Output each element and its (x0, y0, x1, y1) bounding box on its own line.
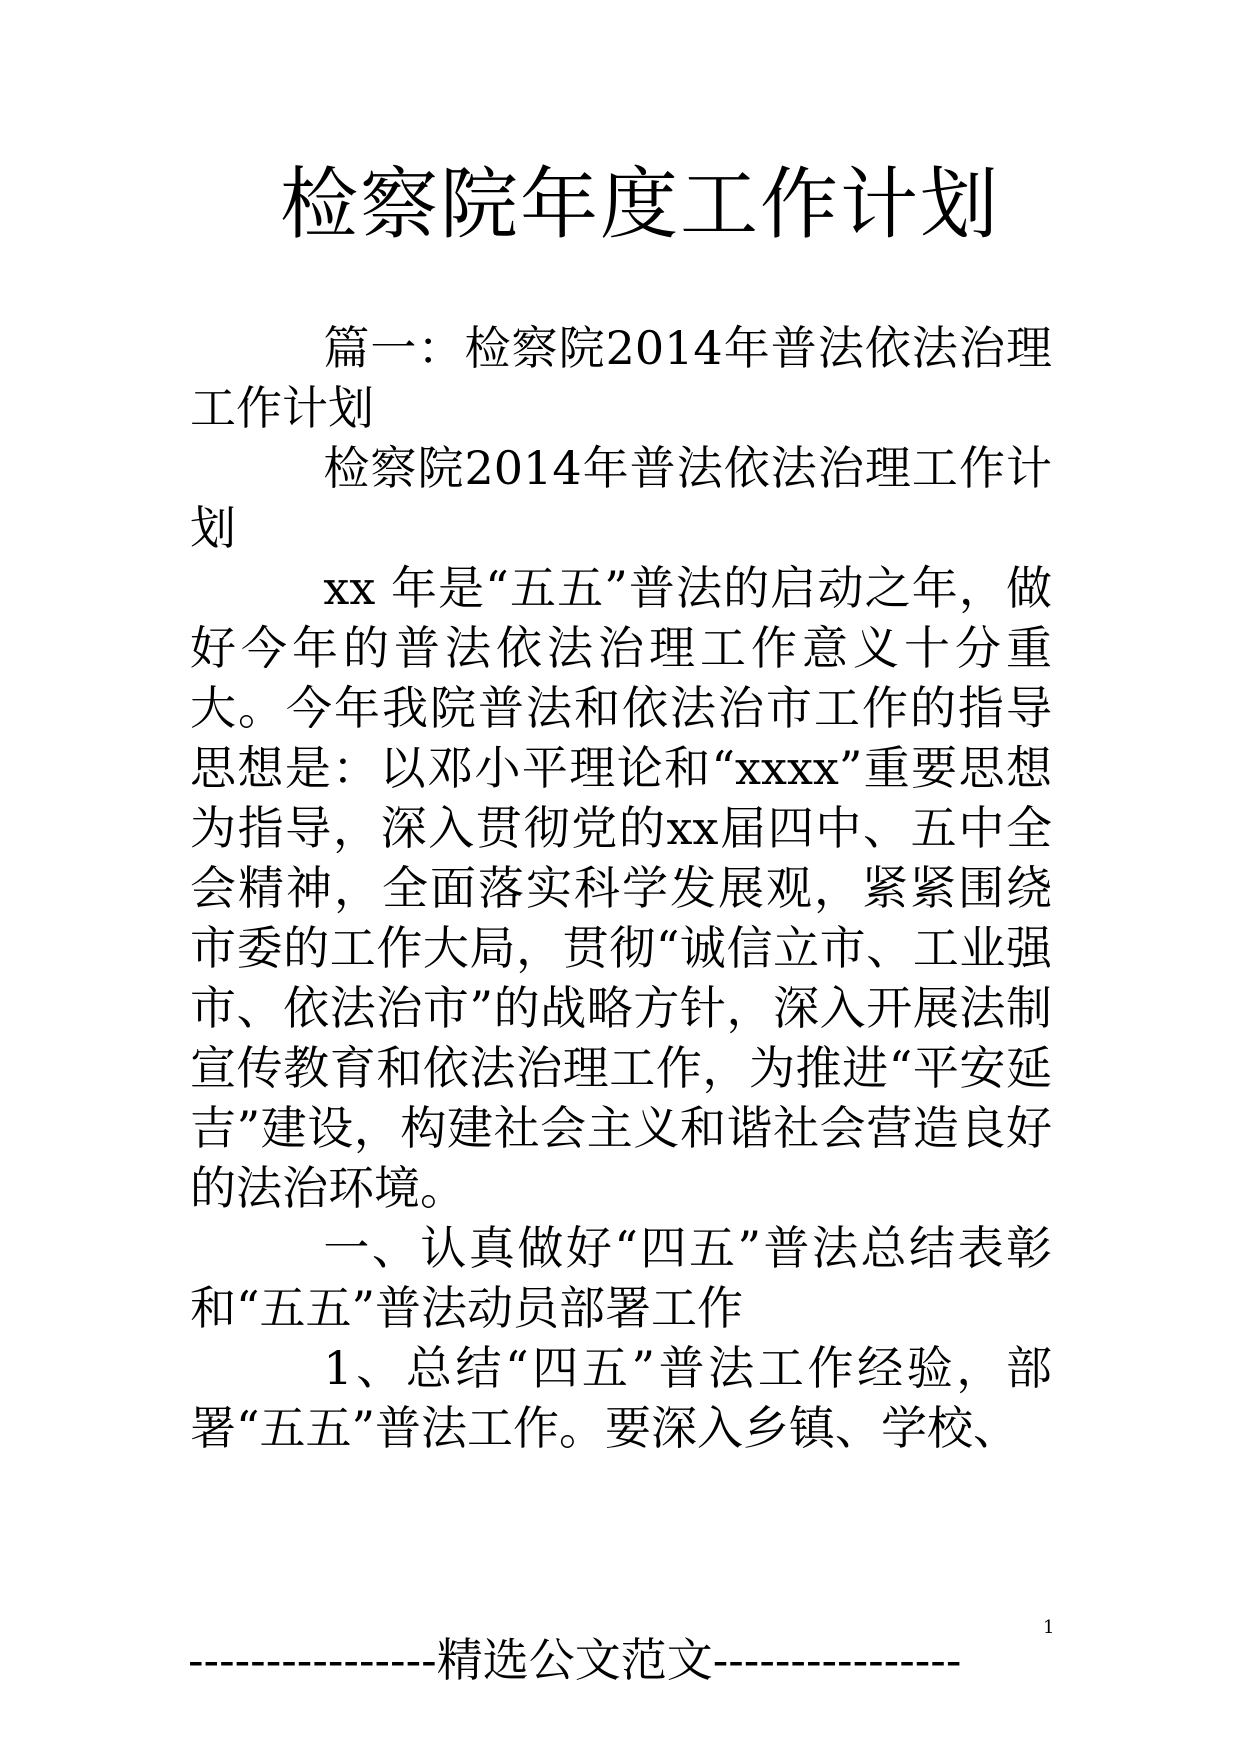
page-number: 1 (1043, 1617, 1055, 1638)
paragraph-heading: 篇一：检察院2014年普法依法治理工作计划 (190, 321, 1052, 435)
document-body (190, 318, 1052, 1458)
paragraph-intro: xx 年是“五五”普法的启动之年，做好今年的普法依法治理工作意义十分重大。今年我院普法和依法治市工作的指导思想是：以邓小平理论和“xxxx”重要思想为指导，深入贯彻党的xx届四中、五中全会精神，全面落实科学发展观，紧紧围绕市委的工作大局，贯彻“诚信立市、工业强市、依法治市”的战略方针，深入开展法制宣传教育和依法治理工作，为推进“平安延吉”建设，构建社会主义和谐社会营造良好的法治环境。 (190, 561, 1052, 1215)
paragraph-section-one: 一、认真做好“四五”普法总结表彰和“五五”普法动员部署工作 (190, 1221, 1052, 1335)
document-title: 检察院年度工作计划 (279, 160, 1000, 250)
paragraph-item-one: 1、总结“四五”普法工作经验，部署“五五”普法工作。要深入乡镇、学校、 (190, 1341, 1052, 1455)
paragraph-subtitle: 检察院2014年普法依法治理工作计划 (190, 441, 1052, 555)
page-footer: ----------------精选公文范文---------------- (188, 1633, 962, 1687)
